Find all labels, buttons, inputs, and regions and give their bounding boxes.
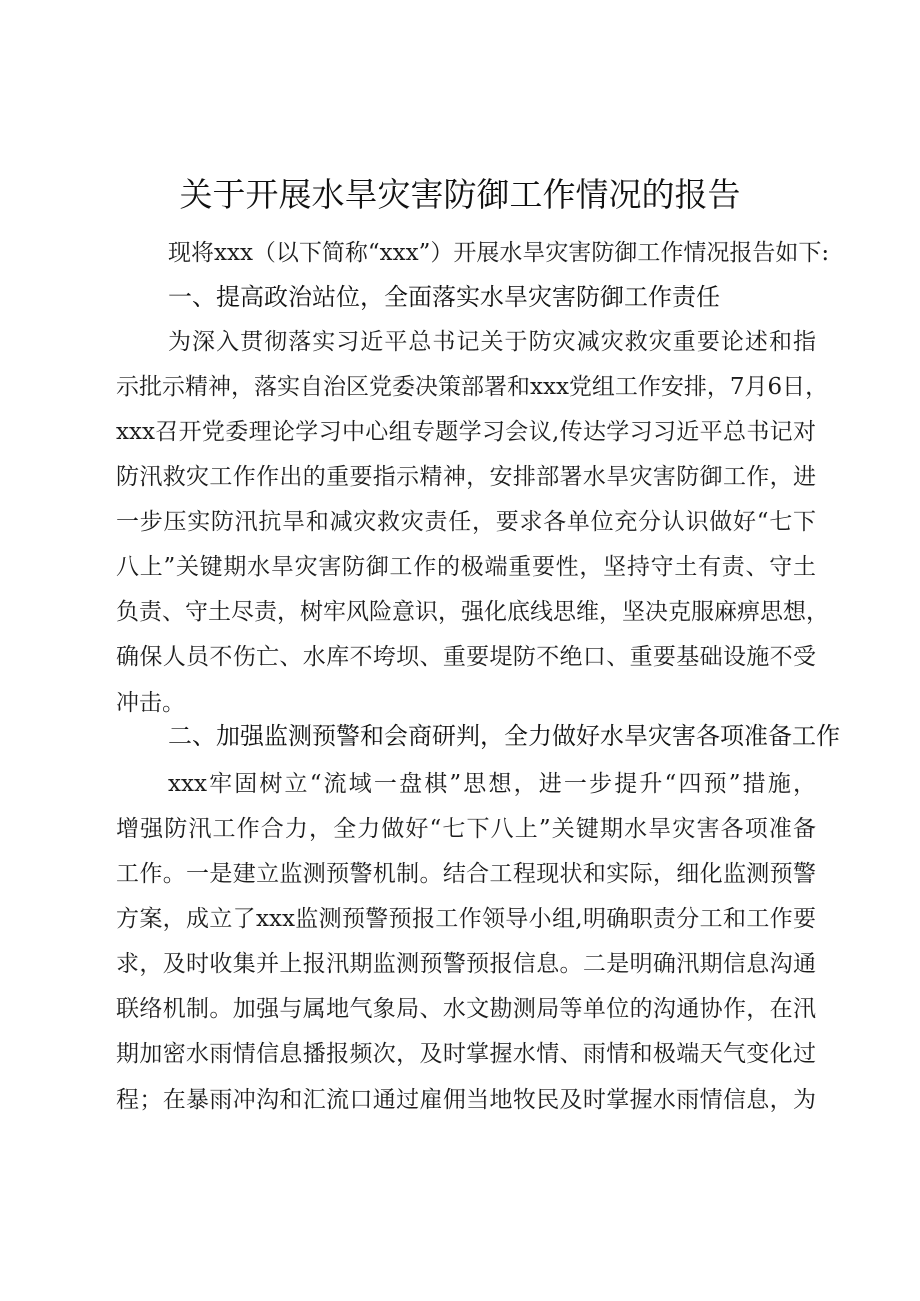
- section-1-line: xxx召开党委理论学习中心组专题学习会议,传达学习习近平总书记对: [116, 419, 816, 445]
- section-1-line: 防汛救灾工作作出的重要指示精神，安排部署水旱灾害防御工作，进: [116, 464, 816, 490]
- section-1-line: 一步压实防汛抗旱和减灾救灾责任，要求各单位充分认识做好“七下: [116, 509, 816, 535]
- section-2-line: 增强防汛工作合力，全力做好“七下八上”关键期水旱灾害各项准备: [116, 816, 816, 842]
- section-1-line: 确保人员不伤亡、水库不垮坝、重要堤防不绝口、重要基础设施不受: [116, 644, 816, 670]
- section-1-line: 负责、守土尽责，树牢风险意识，强化底线思维，坚决克服麻痹思想，: [116, 599, 829, 625]
- section-2-line: 方案，成立了xxx监测预警预报工作领导小组,明确职责分工和工作要: [116, 906, 816, 932]
- section-1-line: 冲击。: [116, 690, 185, 716]
- section-2-line: 工作。一是建立监测预警机制。结合工程现状和实际，细化监测预警: [116, 861, 816, 887]
- section-2-line: 期加密水雨情信息播报频次，及时掌握水情、雨情和极端天气变化过: [116, 1041, 816, 1067]
- section-2-line: xxx牢固树立“流域一盘棋”思想，进一步提升“四预”措施，: [168, 771, 816, 797]
- section-1-line: 为深入贯彻落实习近平总书记关于防灾减灾救灾重要论述和指: [168, 329, 816, 355]
- document-title: 关于开展水旱灾害防御工作情况的报告: [179, 175, 741, 214]
- section-1-heading: 一、提高政治站位，全面落实水旱灾害防御工作责任: [168, 283, 720, 311]
- section-2-line: 联络机制。加强与属地气象局、水文勘测局等单位的沟通协作，在汛: [116, 996, 816, 1022]
- section-2-heading: 二、加强监测预警和会商研判，全力做好水旱灾害各项准备工作: [168, 722, 840, 750]
- section-2-line: 求，及时收集并上报汛期监测预警预报信息。二是明确汛期信息沟通: [116, 951, 816, 977]
- intro-paragraph: 现将xxx（以下简称“xxx”）开展水旱灾害防御工作情况报告如下:: [168, 240, 830, 266]
- section-1-line: 八上”关键期水旱灾害防御工作的极端重要性，坚持守土有责、守土: [116, 554, 816, 580]
- section-2-line: 程；在暴雨冲沟和汇流口通过雇佣当地牧民及时掌握水雨情信息，为: [116, 1087, 816, 1113]
- section-1-line: 示批示精神，落实自治区党委决策部署和xxx党组工作安排，7月6日，: [116, 374, 829, 400]
